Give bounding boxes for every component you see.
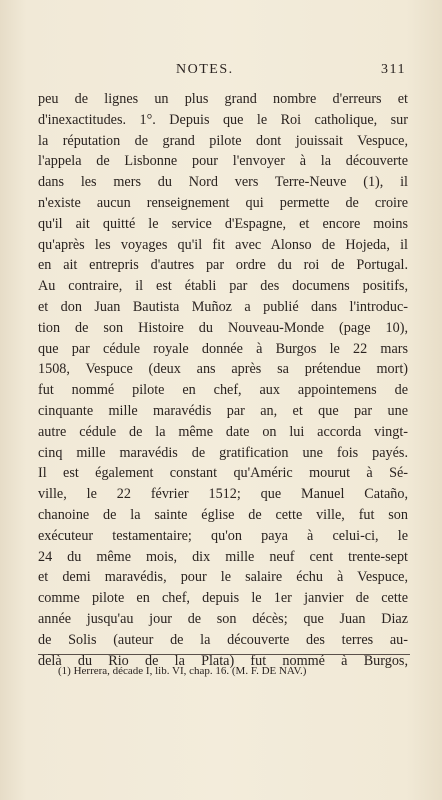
text-line: chanoine de la sainte église de cette ville, fut son xyxy=(38,506,408,523)
text-line: n'existe aucun renseignement qui permette de croire xyxy=(38,194,408,211)
body-text xyxy=(38,89,408,671)
text-line: la réputation de grand pilote dont jouissait Vespuce, xyxy=(38,132,408,149)
footnote: (1) Herrera, décade I, lib. VI, chap. 16. (M. F. DE NAV.) xyxy=(58,665,307,677)
text-line: cinquante mille maravédis par an, et que par une xyxy=(38,402,408,419)
page-number: 311 xyxy=(381,62,406,77)
text-line: 1508, Vespuce (deux ans après sa prétendue mort) xyxy=(38,361,408,378)
text-line: Au contraire, il est établi par des documens positifs, xyxy=(38,278,408,295)
text-line: 24 du même mois, dix mille neuf cent trente-sept xyxy=(38,548,408,565)
text-line: cinq mille maravédis de gratification une fois payés. xyxy=(38,444,408,461)
text-line: comme pilote en chef, depuis le 1er janvier de cette xyxy=(38,590,408,607)
text-line: d'inexactitudes. 1°. Depuis que le Roi catholique, sur xyxy=(38,111,408,128)
running-head-title: NOTES. xyxy=(176,62,234,77)
text-line: ville, le 22 février 1512; que Manuel Cataño, xyxy=(38,486,408,503)
text-line: l'appela de Lisbonne pour l'envoyer à la découverte xyxy=(38,153,408,170)
text-line: fut nommé pilote en chef, aux appointemens de xyxy=(38,382,408,399)
text-line: exécuteur testamentaire; qu'on paya à celui-ci, le xyxy=(38,527,408,544)
text-line: autre cédule de la même date on lui accorda vingt- xyxy=(38,423,408,440)
text-line: delà du Rio de la Plata) fut nommé à Burgos, xyxy=(38,652,408,669)
text-line: de Solis (auteur de la découverte des terres au- xyxy=(38,631,408,648)
text-line: et demi maravédis, pour le salaire échu à Vespuce, xyxy=(38,569,408,586)
text-line: qu'il ait quitté le service d'Espagne, et encore moins xyxy=(38,215,408,232)
text-line: tion de son Histoire du Nouveau-Monde (page 10), xyxy=(38,319,408,336)
running-head xyxy=(38,62,406,80)
text-line: dans les mers du Nord vers Terre-Neuve (1), il xyxy=(38,174,408,191)
text-line: Il est également constant qu'Améric mourut à Sé- xyxy=(38,465,408,482)
text-line: année jusqu'au jour de son décès; que Juan Diaz xyxy=(38,610,408,627)
footnote-rule xyxy=(38,654,410,655)
text-line: en ait entrepris d'autres par ordre du roi de Portugal. xyxy=(38,257,408,274)
text-line: peu de lignes un plus grand nombre d'erreurs et xyxy=(38,91,408,107)
text-line: et don Juan Bautista Muñoz a publié dans l'introduc- xyxy=(38,298,408,315)
text-line: que par cédule royale donnée à Burgos le 22 mars xyxy=(38,340,408,357)
text-line: qu'après les voyages qu'il fit avec Alonso de Hojeda, il xyxy=(38,236,408,253)
